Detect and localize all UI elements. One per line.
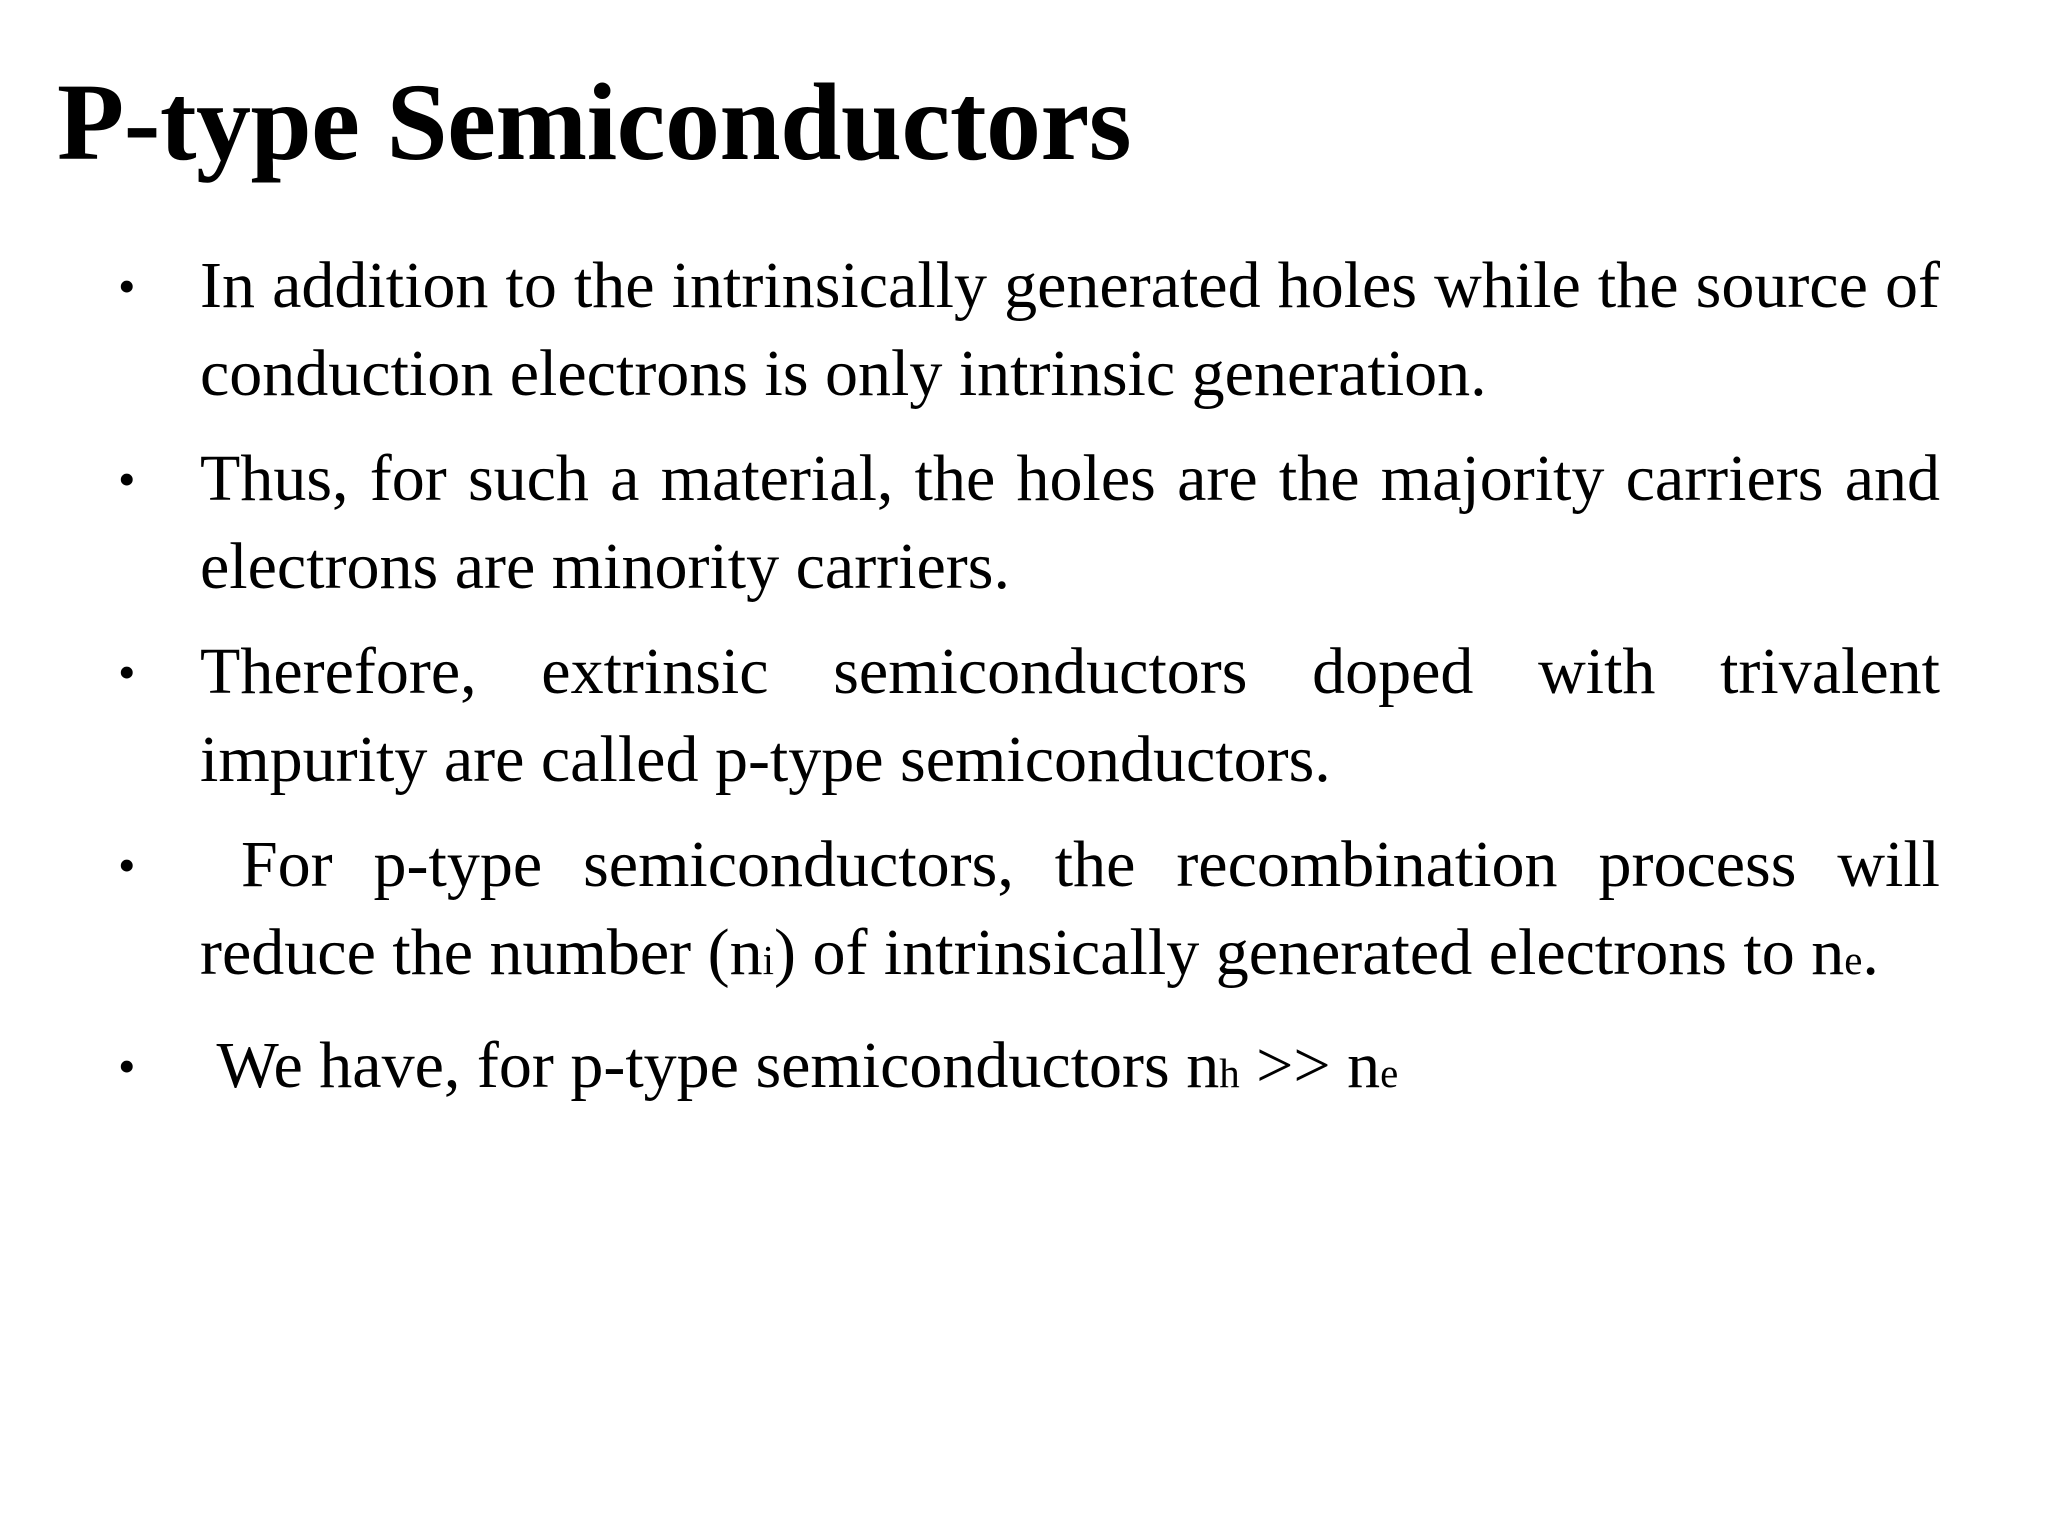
subscript-e: e — [1844, 938, 1863, 983]
bullet-item-1 — [118, 242, 1940, 418]
subscript-h: h — [1219, 1051, 1240, 1096]
leading-space — [200, 828, 241, 901]
bullet-list — [118, 242, 1940, 1135]
bullet-item-5 — [118, 1022, 1940, 1118]
bullet-text-part: >> n — [1239, 1029, 1381, 1102]
slide-title: P-type Semiconductors — [57, 61, 1132, 183]
bullet-text-part: . — [1862, 916, 1879, 989]
bullet-text: Therefore, extrinsic semiconductors doped with trivalent impurity are called p-type semiconductors. — [200, 635, 1940, 796]
bullet-text-part: ) of intrinsically generated electrons to n — [773, 916, 1845, 989]
bullet-text-part: We have, for p-type semiconductors n — [216, 1029, 1220, 1102]
bullet-item-4 — [118, 821, 1940, 1005]
bullet-icon: • — [118, 644, 136, 700]
bullet-item-3 — [118, 628, 1940, 804]
bullet-icon: • — [118, 1038, 136, 1094]
bullet-icon: • — [118, 837, 136, 893]
bullet-text: In addition to the intrinsically generated holes while the source of conduction electrons is only intrinsic generation. — [200, 249, 1940, 410]
subscript-e: e — [1380, 1051, 1399, 1096]
bullet-item-2 — [118, 435, 1940, 611]
leading-space — [200, 1029, 217, 1102]
bullet-icon: • — [118, 258, 136, 314]
bullet-text: Thus, for such a material, the holes are the majority carriers and electrons are minority carriers. — [200, 442, 1940, 603]
subscript-i: i — [762, 938, 774, 983]
bullet-icon: • — [118, 451, 136, 507]
bullet-text-part: For p-type semiconductors, the recombination process will reduce the number (n — [200, 828, 1941, 989]
